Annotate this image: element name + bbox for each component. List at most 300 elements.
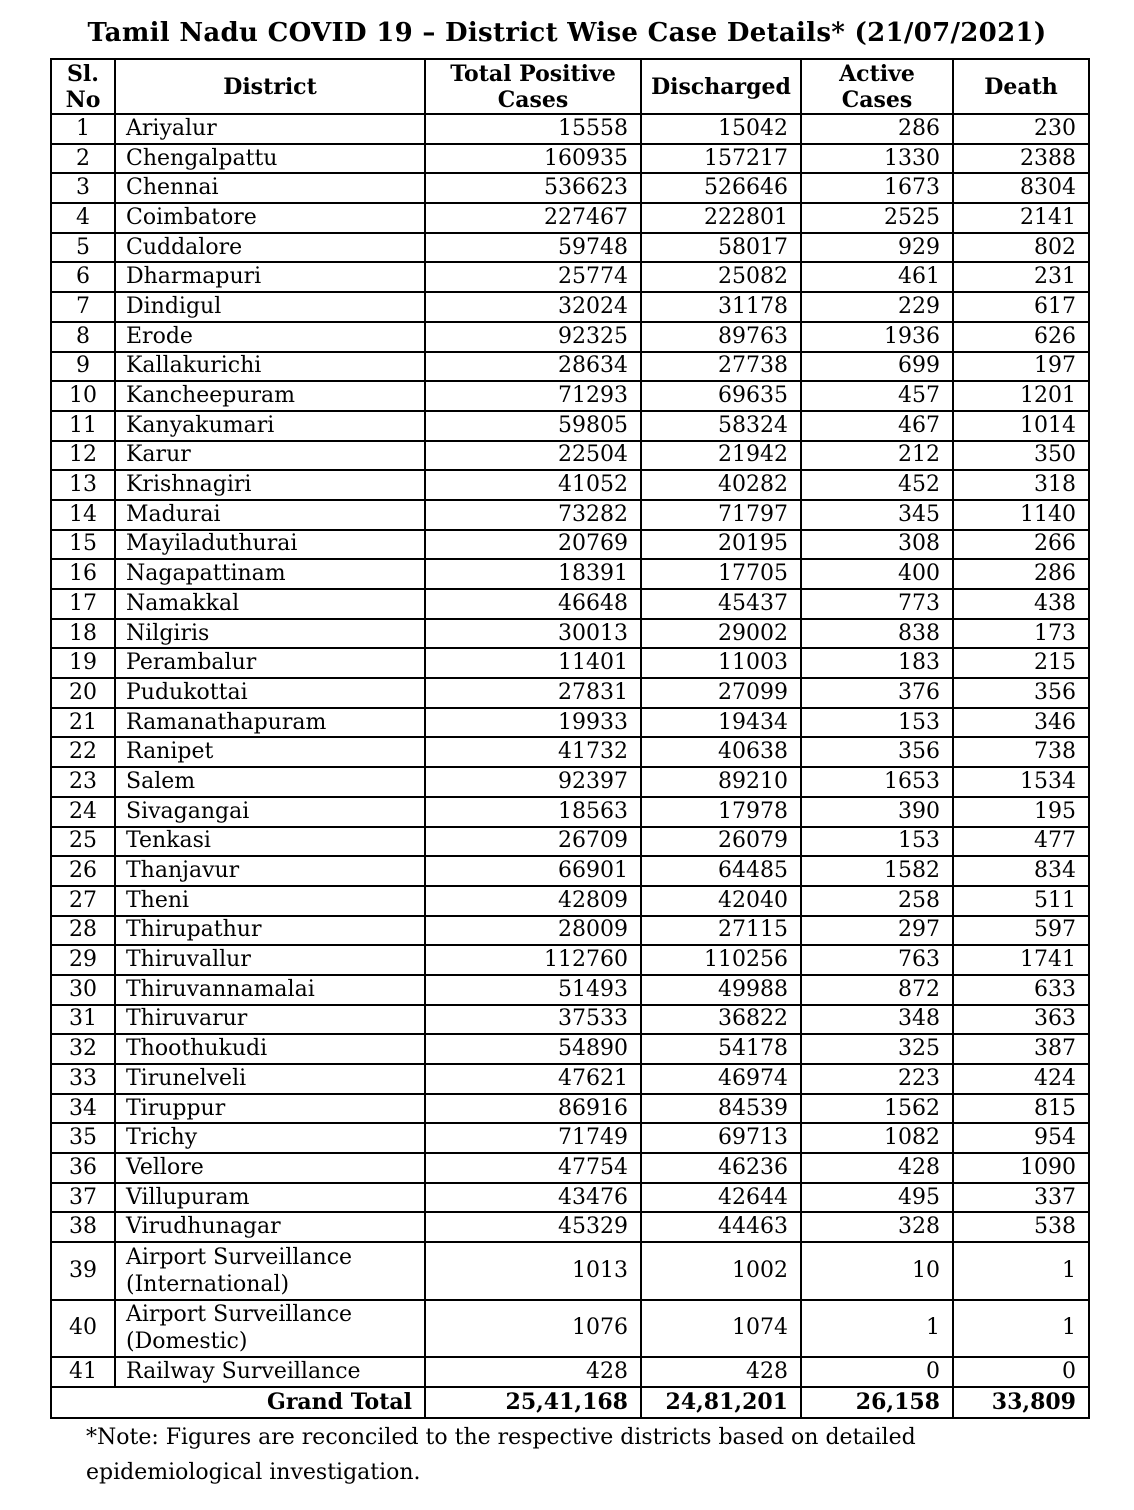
table-row — [51, 411, 1089, 441]
row-active-cases: 699 — [801, 352, 953, 382]
row-sl-no: 11 — [51, 411, 115, 441]
row-total-positive: 1013 — [425, 1242, 641, 1300]
row-district: Thanjavur — [115, 856, 425, 886]
row-death: 363 — [953, 1005, 1089, 1035]
table-row — [51, 203, 1089, 233]
row-district: Pudukottai — [115, 678, 425, 708]
row-total-positive: 18391 — [425, 559, 641, 589]
row-district: Railway Surveillance — [115, 1357, 425, 1387]
row-discharged: 222801 — [641, 203, 801, 233]
row-total-positive: 45329 — [425, 1212, 641, 1242]
row-active-cases: 763 — [801, 945, 953, 975]
row-death: 173 — [953, 619, 1089, 649]
row-active-cases: 400 — [801, 559, 953, 589]
row-discharged: 46236 — [641, 1153, 801, 1183]
row-discharged: 17978 — [641, 797, 801, 827]
row-sl-no: 29 — [51, 945, 115, 975]
row-death: 738 — [953, 737, 1089, 767]
row-sl-no: 37 — [51, 1183, 115, 1213]
row-total-positive: 59805 — [425, 411, 641, 441]
row-sl-no: 2 — [51, 144, 115, 174]
header-death: Death — [953, 59, 1089, 114]
table-row — [51, 1300, 1089, 1358]
row-sl-no: 1 — [51, 114, 115, 144]
header-total-line1: Total Positive — [450, 60, 616, 87]
row-discharged: 17705 — [641, 559, 801, 589]
row-discharged: 58324 — [641, 411, 801, 441]
row-district: Namakkal — [115, 589, 425, 619]
table-row — [51, 1094, 1089, 1124]
row-total-positive: 46648 — [425, 589, 641, 619]
row-district: Thiruvallur — [115, 945, 425, 975]
row-total-positive: 32024 — [425, 292, 641, 322]
row-discharged: 46974 — [641, 1064, 801, 1094]
row-active-cases: 838 — [801, 619, 953, 649]
row-total-positive: 59748 — [425, 233, 641, 263]
row-district: Chennai — [115, 173, 425, 203]
row-sl-no: 6 — [51, 262, 115, 292]
row-total-positive: 42809 — [425, 886, 641, 916]
table-row — [51, 1242, 1089, 1300]
row-district: Sivagangai — [115, 797, 425, 827]
row-sl-no: 27 — [51, 886, 115, 916]
row-discharged: 45437 — [641, 589, 801, 619]
table-row — [51, 1123, 1089, 1153]
table-row — [51, 648, 1089, 678]
header-discharged: Discharged — [641, 59, 801, 114]
row-active-cases: 1673 — [801, 173, 953, 203]
row-district: Cuddalore — [115, 233, 425, 263]
row-discharged: 54178 — [641, 1034, 801, 1064]
grand-total-label: Grand Total — [51, 1387, 425, 1418]
row-total-positive: 112760 — [425, 945, 641, 975]
row-discharged: 84539 — [641, 1094, 801, 1124]
row-active-cases: 308 — [801, 530, 953, 560]
row-district: Dindigul — [115, 292, 425, 322]
row-death: 215 — [953, 648, 1089, 678]
row-district: Dharmapuri — [115, 262, 425, 292]
row-death: 424 — [953, 1064, 1089, 1094]
row-discharged: 15042 — [641, 114, 801, 144]
row-discharged: 20195 — [641, 530, 801, 560]
row-district: Ranipet — [115, 737, 425, 767]
row-active-cases: 183 — [801, 648, 953, 678]
table-row — [51, 1005, 1089, 1035]
row-death: 1534 — [953, 767, 1089, 797]
row-discharged: 27099 — [641, 678, 801, 708]
table-row — [51, 1153, 1089, 1183]
row-total-positive: 47754 — [425, 1153, 641, 1183]
row-death: 633 — [953, 975, 1089, 1005]
row-death: 1741 — [953, 945, 1089, 975]
row-active-cases: 0 — [801, 1357, 953, 1387]
row-sl-no: 31 — [51, 1005, 115, 1035]
table-row — [51, 1183, 1089, 1213]
row-total-positive: 26709 — [425, 827, 641, 857]
row-district: Tenkasi — [115, 827, 425, 857]
row-district: Tirunelveli — [115, 1064, 425, 1094]
row-discharged: 526646 — [641, 173, 801, 203]
row-discharged: 29002 — [641, 619, 801, 649]
row-district: Thoothukudi — [115, 1034, 425, 1064]
row-district: Kancheepuram — [115, 381, 425, 411]
header-sl-no — [51, 59, 115, 114]
row-discharged: 69713 — [641, 1123, 801, 1153]
row-discharged: 25082 — [641, 262, 801, 292]
row-death: 954 — [953, 1123, 1089, 1153]
row-discharged: 428 — [641, 1357, 801, 1387]
row-active-cases: 325 — [801, 1034, 953, 1064]
row-district: Tiruppur — [115, 1094, 425, 1124]
row-sl-no: 25 — [51, 827, 115, 857]
row-active-cases: 345 — [801, 500, 953, 530]
row-total-positive: 20769 — [425, 530, 641, 560]
row-total-positive: 86916 — [425, 1094, 641, 1124]
row-death: 0 — [953, 1357, 1089, 1387]
row-death: 815 — [953, 1094, 1089, 1124]
row-death: 356 — [953, 678, 1089, 708]
row-sl-no: 20 — [51, 678, 115, 708]
row-district: Trichy — [115, 1123, 425, 1153]
row-discharged: 89763 — [641, 322, 801, 352]
table-row — [51, 1357, 1089, 1387]
row-total-positive: 73282 — [425, 500, 641, 530]
row-death: 1201 — [953, 381, 1089, 411]
row-active-cases: 872 — [801, 975, 953, 1005]
row-total-positive: 28009 — [425, 916, 641, 946]
row-discharged: 64485 — [641, 856, 801, 886]
row-discharged: 27115 — [641, 916, 801, 946]
row-discharged: 89210 — [641, 767, 801, 797]
table-row — [51, 262, 1089, 292]
row-sl-no: 5 — [51, 233, 115, 263]
table-row — [51, 916, 1089, 946]
row-death: 195 — [953, 797, 1089, 827]
row-death: 231 — [953, 262, 1089, 292]
row-active-cases: 153 — [801, 827, 953, 857]
row-district: Krishnagiri — [115, 470, 425, 500]
row-total-positive: 54890 — [425, 1034, 641, 1064]
row-total-positive: 227467 — [425, 203, 641, 233]
row-death: 318 — [953, 470, 1089, 500]
row-district: Coimbatore — [115, 203, 425, 233]
row-death: 477 — [953, 827, 1089, 857]
row-death: 1014 — [953, 411, 1089, 441]
row-discharged: 44463 — [641, 1212, 801, 1242]
table-row — [51, 1212, 1089, 1242]
row-district: Karur — [115, 441, 425, 471]
row-sl-no: 14 — [51, 500, 115, 530]
row-active-cases: 467 — [801, 411, 953, 441]
row-discharged: 58017 — [641, 233, 801, 263]
row-total-positive: 43476 — [425, 1183, 641, 1213]
row-total-positive: 71293 — [425, 381, 641, 411]
row-district: Kallakurichi — [115, 352, 425, 382]
row-district: Vellore — [115, 1153, 425, 1183]
row-sl-no: 35 — [51, 1123, 115, 1153]
table-header-row — [51, 59, 1089, 114]
row-death: 438 — [953, 589, 1089, 619]
row-total-positive: 536623 — [425, 173, 641, 203]
row-sl-no: 4 — [51, 203, 115, 233]
row-active-cases: 153 — [801, 708, 953, 738]
row-total-positive: 1076 — [425, 1300, 641, 1358]
row-district: Perambalur — [115, 648, 425, 678]
row-discharged: 31178 — [641, 292, 801, 322]
table-row — [51, 589, 1089, 619]
row-death: 1 — [953, 1300, 1089, 1358]
row-sl-no: 17 — [51, 589, 115, 619]
row-active-cases: 390 — [801, 797, 953, 827]
row-discharged: 71797 — [641, 500, 801, 530]
row-death: 1 — [953, 1242, 1089, 1300]
row-sl-no: 3 — [51, 173, 115, 203]
row-total-positive: 71749 — [425, 1123, 641, 1153]
row-discharged: 1074 — [641, 1300, 801, 1358]
row-district: Madurai — [115, 500, 425, 530]
row-sl-no: 39 — [51, 1242, 115, 1300]
header-sl-line1: Sl. — [67, 60, 99, 87]
row-death: 626 — [953, 322, 1089, 352]
row-sl-no: 19 — [51, 648, 115, 678]
row-discharged: 19434 — [641, 708, 801, 738]
grand-total-row — [51, 1387, 1089, 1418]
page-title: Tamil Nadu COVID 19 – District Wise Case Details* (21/07/2021) — [87, 18, 1047, 48]
row-death: 350 — [953, 441, 1089, 471]
header-active-cases — [801, 59, 953, 114]
row-active-cases: 348 — [801, 1005, 953, 1035]
footnote: *Note: Figures are reconciled to the respective districts based on detailed epidemiological investigation. — [86, 1425, 916, 1485]
row-district: Thirupathur — [115, 916, 425, 946]
row-sl-no: 40 — [51, 1300, 115, 1358]
row-total-positive: 160935 — [425, 144, 641, 174]
row-active-cases: 212 — [801, 441, 953, 471]
row-sl-no: 24 — [51, 797, 115, 827]
table-row — [51, 619, 1089, 649]
table-row — [51, 292, 1089, 322]
row-death: 346 — [953, 708, 1089, 738]
row-total-positive: 92325 — [425, 322, 641, 352]
row-total-positive: 41732 — [425, 737, 641, 767]
row-death: 597 — [953, 916, 1089, 946]
row-district: Airport Surveillance (Domestic) — [115, 1300, 425, 1358]
row-death: 511 — [953, 886, 1089, 916]
row-active-cases: 1653 — [801, 767, 953, 797]
row-sl-no: 13 — [51, 470, 115, 500]
row-discharged: 42040 — [641, 886, 801, 916]
row-total-positive: 22504 — [425, 441, 641, 471]
row-active-cases: 461 — [801, 262, 953, 292]
row-total-positive: 30013 — [425, 619, 641, 649]
row-active-cases: 297 — [801, 916, 953, 946]
row-sl-no: 8 — [51, 322, 115, 352]
row-district: Villupuram — [115, 1183, 425, 1213]
table-row — [51, 797, 1089, 827]
row-total-positive: 47621 — [425, 1064, 641, 1094]
row-sl-no: 18 — [51, 619, 115, 649]
row-active-cases: 258 — [801, 886, 953, 916]
row-district: Salem — [115, 767, 425, 797]
row-death: 1140 — [953, 500, 1089, 530]
table-row — [51, 827, 1089, 857]
row-active-cases: 1330 — [801, 144, 953, 174]
row-active-cases: 1936 — [801, 322, 953, 352]
table-row — [51, 233, 1089, 263]
table-row — [51, 381, 1089, 411]
row-district: Ramanathapuram — [115, 708, 425, 738]
row-discharged: 11003 — [641, 648, 801, 678]
row-sl-no: 41 — [51, 1357, 115, 1387]
table-row — [51, 678, 1089, 708]
row-total-positive: 27831 — [425, 678, 641, 708]
row-district: Mayiladuthurai — [115, 530, 425, 560]
row-discharged: 27738 — [641, 352, 801, 382]
row-death: 8304 — [953, 173, 1089, 203]
table-row — [51, 945, 1089, 975]
row-active-cases: 495 — [801, 1183, 953, 1213]
row-sl-no: 38 — [51, 1212, 115, 1242]
row-discharged: 1002 — [641, 1242, 801, 1300]
grand-total-active: 26,158 — [801, 1387, 953, 1418]
row-total-positive: 51493 — [425, 975, 641, 1005]
table-row — [51, 975, 1089, 1005]
row-death: 2388 — [953, 144, 1089, 174]
grand-total-discharged: 24,81,201 — [641, 1387, 801, 1418]
row-total-positive: 428 — [425, 1357, 641, 1387]
row-total-positive: 18563 — [425, 797, 641, 827]
row-district: Nagapattinam — [115, 559, 425, 589]
row-death: 230 — [953, 114, 1089, 144]
header-active-line1: Active — [839, 60, 915, 87]
row-district: Thiruvarur — [115, 1005, 425, 1035]
row-active-cases: 457 — [801, 381, 953, 411]
row-discharged: 26079 — [641, 827, 801, 857]
table-row — [51, 767, 1089, 797]
header-district: District — [115, 59, 425, 114]
row-district: Erode — [115, 322, 425, 352]
row-death: 286 — [953, 559, 1089, 589]
row-district: Thiruvannamalai — [115, 975, 425, 1005]
row-sl-no: 23 — [51, 767, 115, 797]
row-discharged: 36822 — [641, 1005, 801, 1035]
row-active-cases: 1582 — [801, 856, 953, 886]
row-death: 337 — [953, 1183, 1089, 1213]
row-active-cases: 1082 — [801, 1123, 953, 1153]
row-death: 197 — [953, 352, 1089, 382]
row-active-cases: 376 — [801, 678, 953, 708]
row-active-cases: 10 — [801, 1242, 953, 1300]
row-total-positive: 25774 — [425, 262, 641, 292]
table-row — [51, 559, 1089, 589]
row-discharged: 110256 — [641, 945, 801, 975]
row-active-cases: 1562 — [801, 1094, 953, 1124]
row-sl-no: 22 — [51, 737, 115, 767]
grand-total-death: 33,809 — [953, 1387, 1089, 1418]
row-sl-no: 16 — [51, 559, 115, 589]
row-sl-no: 15 — [51, 530, 115, 560]
table-row — [51, 886, 1089, 916]
row-active-cases: 1 — [801, 1300, 953, 1358]
row-sl-no: 10 — [51, 381, 115, 411]
table-row — [51, 144, 1089, 174]
row-active-cases: 773 — [801, 589, 953, 619]
table-row — [51, 500, 1089, 530]
row-discharged: 21942 — [641, 441, 801, 471]
table-row — [51, 114, 1089, 144]
row-death: 2141 — [953, 203, 1089, 233]
table-row — [51, 1064, 1089, 1094]
table-row — [51, 173, 1089, 203]
grand-total-positive: 25,41,168 — [425, 1387, 641, 1418]
row-sl-no: 7 — [51, 292, 115, 322]
row-death: 834 — [953, 856, 1089, 886]
row-district: Kanyakumari — [115, 411, 425, 441]
table-row — [51, 322, 1089, 352]
row-active-cases: 356 — [801, 737, 953, 767]
row-sl-no: 36 — [51, 1153, 115, 1183]
row-total-positive: 37533 — [425, 1005, 641, 1035]
row-sl-no: 21 — [51, 708, 115, 738]
row-sl-no: 33 — [51, 1064, 115, 1094]
row-discharged: 40638 — [641, 737, 801, 767]
row-discharged: 69635 — [641, 381, 801, 411]
row-death: 1090 — [953, 1153, 1089, 1183]
row-sl-no: 30 — [51, 975, 115, 1005]
row-sl-no: 26 — [51, 856, 115, 886]
row-total-positive: 11401 — [425, 648, 641, 678]
table-row — [51, 708, 1089, 738]
header-sl-line2: No — [65, 86, 101, 113]
row-district: Nilgiris — [115, 619, 425, 649]
row-district: Airport Surveillance (International) — [115, 1242, 425, 1300]
row-district: Virudhunagar — [115, 1212, 425, 1242]
row-sl-no: 9 — [51, 352, 115, 382]
row-death: 617 — [953, 292, 1089, 322]
table-row — [51, 470, 1089, 500]
table-body — [51, 114, 1089, 1387]
table-row — [51, 856, 1089, 886]
table-row — [51, 737, 1089, 767]
row-active-cases: 229 — [801, 292, 953, 322]
row-active-cases: 428 — [801, 1153, 953, 1183]
row-total-positive: 66901 — [425, 856, 641, 886]
row-district: Theni — [115, 886, 425, 916]
row-discharged: 49988 — [641, 975, 801, 1005]
row-active-cases: 929 — [801, 233, 953, 263]
row-total-positive: 28634 — [425, 352, 641, 382]
row-discharged: 157217 — [641, 144, 801, 174]
row-discharged: 42644 — [641, 1183, 801, 1213]
row-sl-no: 32 — [51, 1034, 115, 1064]
row-total-positive: 41052 — [425, 470, 641, 500]
row-sl-no: 12 — [51, 441, 115, 471]
table-row — [51, 352, 1089, 382]
row-sl-no: 34 — [51, 1094, 115, 1124]
row-total-positive: 15558 — [425, 114, 641, 144]
table-row — [51, 1034, 1089, 1064]
district-case-table — [50, 58, 1090, 1419]
header-total-positive — [425, 59, 641, 114]
row-active-cases: 328 — [801, 1212, 953, 1242]
row-death: 802 — [953, 233, 1089, 263]
row-total-positive: 92397 — [425, 767, 641, 797]
row-active-cases: 286 — [801, 114, 953, 144]
row-active-cases: 452 — [801, 470, 953, 500]
header-active-line2: Cases — [841, 86, 913, 113]
row-total-positive: 19933 — [425, 708, 641, 738]
row-sl-no: 28 — [51, 916, 115, 946]
row-discharged: 40282 — [641, 470, 801, 500]
